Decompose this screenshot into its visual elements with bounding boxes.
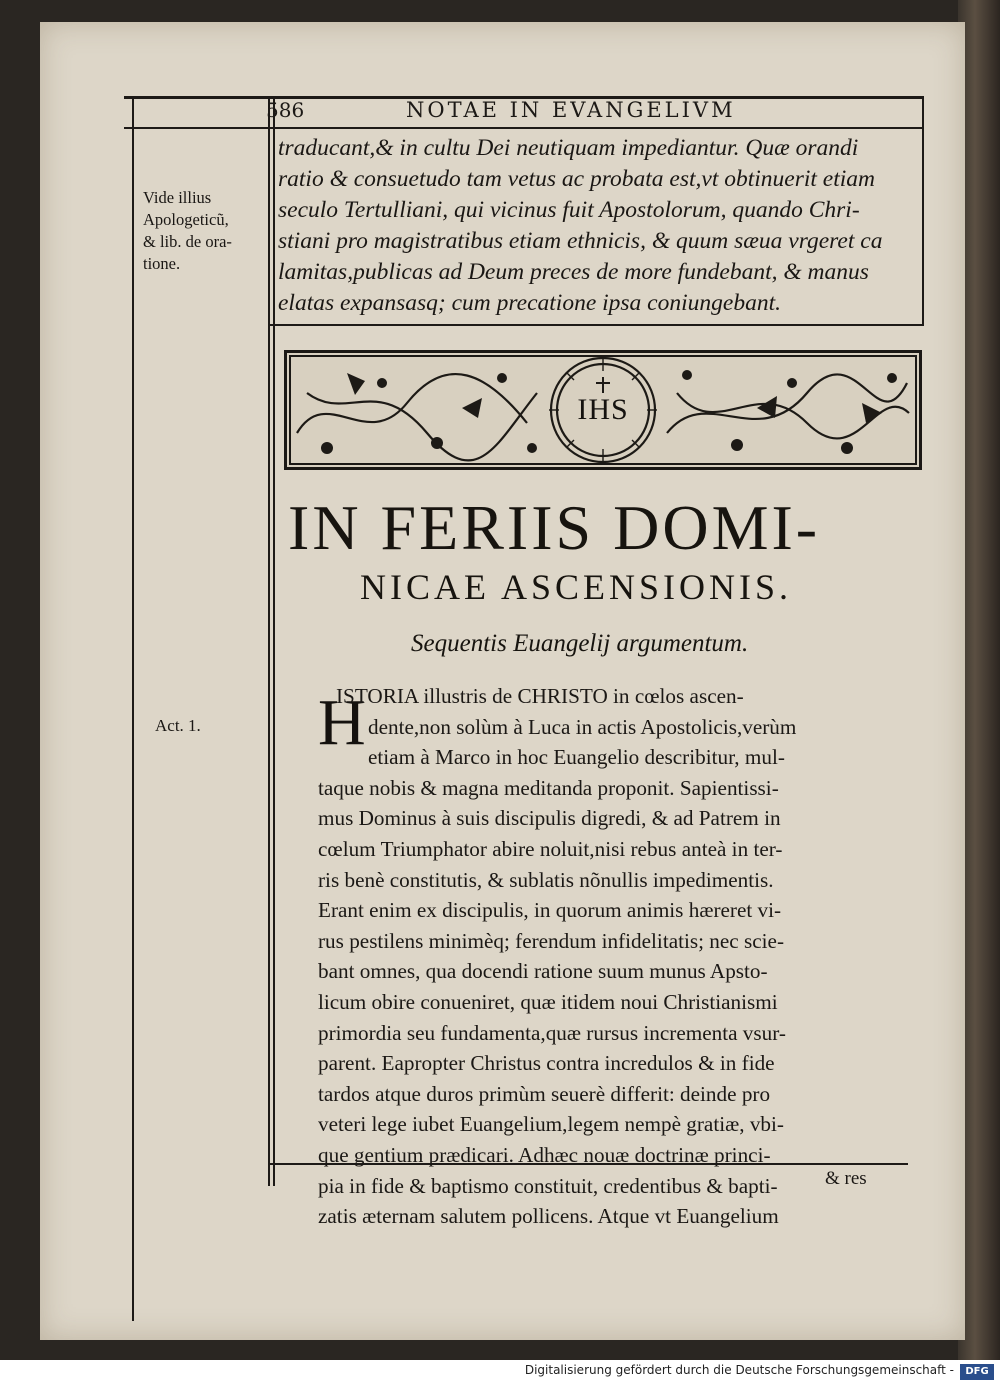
italic-line: ratio & consuetudo tam vetus ac probata est,vt obtinuerit etiam [278,166,876,192]
body-line: ISTORIA illustris de CHRISTO in cœlos ascen- [336,684,744,708]
body-line: mus Dominus à suis discipulis digredi, & ad Patrem in [318,806,781,831]
margin-reference: Act. 1. [155,716,201,735]
body-line: taque nobis & magna meditanda proponit. Sapientissi- [318,775,779,800]
body-line: que gentium prædicari. Adhæc nouæ doctrinæ princi- [318,1142,771,1167]
left-border [132,96,134,1321]
body-line: zatis æternam salutem pollicens. Atque vt Euangelium [318,1204,779,1229]
margin-note-line: Vide illius [143,188,212,207]
italic-line: lamitas,publicas ad Deum preces de more fundebant, & manus [278,259,869,285]
chapter-title [288,493,928,611]
catchword: & res [825,1168,867,1189]
margin-note-line: tione. [143,254,181,273]
body-line: rus pestilens minimèq; ferendum infidelitatis; nec scie- [318,928,785,953]
dfg-logo: DFG [960,1364,994,1380]
body-line: parent. Eapropter Christus contra incredulos & in fide [318,1051,775,1076]
woodcut-ornament [284,350,922,470]
running-title: NOTAE IN EVANGELIVM [406,98,736,122]
body-line: primordia seu fundamenta,quæ rursus incrementa vsur- [318,1020,786,1045]
title-line-2: NICAE ASCENSIONIS. [360,567,793,607]
body-line: bant omnes, qua docendi ratione suum munus Apsto- [318,959,768,984]
body-line: Erant enim ex discipulis, in quorum animis hæreret vi- [318,898,782,923]
body-line: tardos atque duros primùm seuerè differit: deinde pro [318,1081,771,1106]
body-line: licum obire conueniret, quæ itidem noui Christianismi [318,989,778,1014]
running-head [266,98,921,128]
body-line: cœlum Triumphator abire noluit,nisi rebus anteà in ter- [318,836,783,861]
italic-line: elatas expansasq; cum precatione ipsa coniungebant. [278,290,781,316]
margin-note-line: Apologeticũ, [143,210,229,229]
body-line: veteri lege iubet Euangelium,legem nempè gratiæ, vbi- [318,1112,784,1137]
italic-line: stiani pro magistratibus etiam ethnicis, & quum sæua vrgeret ca [278,228,883,254]
title-line-1: IN FERIIS DOMI- [288,492,821,563]
margin-note-line: & lib. de ora- [143,232,232,251]
margin-divider [268,96,270,1186]
body-line: pia in fide & baptismo constituit, credentibus & bapti- [318,1173,778,1198]
italic-line: seculo Tertulliani, qui vicinus fuit Apostolorum, quando Chri- [278,197,860,223]
drop-capital: H [318,686,366,759]
subtitle: Sequentis Euangelij argumentum. [411,630,749,657]
funding-notice: Digitalisierung gefördert durch die Deutsche Forschungsgemeinschaft - [524,1363,954,1377]
margin-note [143,187,268,275]
ihs-monogram: IHS [577,393,629,426]
page-number: 586 [266,98,305,122]
body-line: dente,non solùm à Luca in actis Apostolicis,verùm [368,714,797,739]
margin-divider-inner [273,96,275,1186]
body-line: ris benè constitutis, & sublatis nõnullis impedimentis. [318,867,774,892]
italic-text-block [278,133,923,319]
body-text [318,681,908,1232]
italic-line: traducant,& in cultu Dei neutiquam impediantur. Quæ orandi [278,135,859,161]
body-line: etiam à Marco in hoc Euangelio describitur, mul- [368,745,785,770]
block-bottom-rule [268,324,924,326]
footer-bar [0,1360,1000,1385]
